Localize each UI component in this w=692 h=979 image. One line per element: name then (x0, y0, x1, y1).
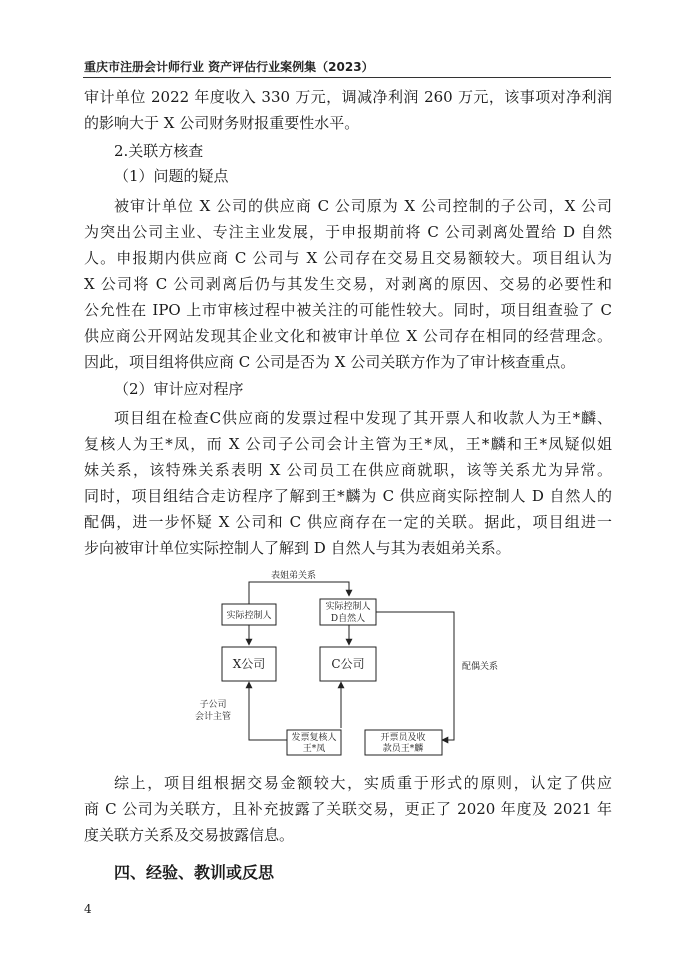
label-sub-line1: 子公司 (199, 700, 227, 710)
accountant-x-arrow (249, 682, 287, 740)
d-controller-line2: D自然人 (330, 614, 366, 624)
box-x-company (222, 647, 276, 681)
text-line: 商 C 公司为关联方，且补充披露了关联交易，更正了 2020 年度及 2021 年 (84, 800, 612, 818)
text-line: 供应商公开网站发现其企业文化和被审计单位 X 公司存在相同的经营理念。 (84, 327, 612, 345)
text-line: 同时，项目组结合走访程序了解到王*麟为 C 供应商实际控制人 D 自然人的 (84, 487, 612, 505)
text-line: 因此，项目组将供应商 C 公司是否为 X 公司关联方作为了审计核查重点。 (84, 353, 576, 371)
running-header: 重庆市注册会计师行业 资产评估行业案例集（2023） (84, 60, 374, 74)
paragraph-procedures (84, 405, 612, 561)
heading-related-party-check: 2.关联方核查 (114, 142, 204, 160)
box-invoice-reviewer (287, 730, 341, 755)
label-spouse: 配偶关系 (462, 662, 499, 672)
text-line: 公允性在 IPO 上市审核过程中被关注的可能性较大。同时，项目组查验了 C (84, 301, 612, 319)
text-line: 项目组在检查C供应商的发票过程中发现了其开票人和收款人为王*麟、 (114, 409, 612, 427)
box-d-controller (320, 599, 376, 625)
text-line: 人。申报期内供应商 C 公司与 X 公司存在交易且交易额较大。项目组认为 (84, 249, 612, 267)
text-line: 配偶，进一步怀疑 X 公司和 C 供应商存在一定的关联。据此，项目组进一 (84, 513, 612, 531)
text-line: 度关联方关系及交易披露信息。 (84, 826, 295, 844)
box-invoice-issuer (365, 730, 442, 755)
header-rule (83, 77, 611, 78)
cousins-connector (249, 582, 349, 604)
heading-audit-procedures: （2）审计应对程序 (114, 380, 244, 398)
paragraph-doubts (84, 193, 612, 375)
issuer-line1: 开票员及收 (380, 733, 426, 743)
heading-doubts: （1）问题的疑点 (114, 167, 229, 185)
text-line: 审计单位 2022 年度收入 330 万元，调减净利润 260 万元，该事项对净利润 (84, 88, 612, 106)
text-line: X 公司将 C 公司剥离后仍与其发生交易，对剥离的原因、交易的必要性和 (84, 275, 612, 293)
text-line: 被审计单位 X 公司的供应商 C 公司原为 X 公司控制的子公司，X 公司 (114, 197, 612, 215)
label-sub-line2: 会计主管 (194, 712, 232, 722)
page-number: 4 (84, 902, 92, 916)
actual-controller-text: 实际控制人 (226, 611, 272, 621)
label-cousins: 表姐弟关系 (271, 571, 317, 581)
text-line: 的影响大于 X 公司财务财报重要性水平。 (84, 114, 360, 132)
paragraph-conclusion (84, 770, 612, 848)
text-line: 步向被审计单位实际控制人了解到 D 自然人与其为表姐弟关系。 (84, 539, 511, 557)
section-heading-lessons: 四、经验、教训或反思 (114, 863, 275, 882)
text-line: 妹关系，该特殊关系表明 X 公司员工在供应商就职，该等关系尤为异常。 (84, 461, 612, 479)
reviewer-line1: 发票复核人 (291, 733, 337, 743)
reviewer-line2: 王*凤 (302, 744, 326, 754)
text-line: 为突出公司主业、专注主业发展，于申报期前将 C 公司剥离处置给 D 自然 (84, 223, 612, 241)
c-company-text: C公司 (331, 657, 365, 671)
spouse-connector (376, 612, 454, 740)
x-company-text: X公司 (232, 657, 266, 671)
text-line: 复核人为王*凤，而 X 公司子公司会计主管为王*凤，王*麟和王*凤疑似姐 (84, 435, 612, 453)
paragraph-intro (84, 84, 612, 136)
d-controller-line1: 实际控制人 (325, 602, 371, 612)
box-c-company (320, 647, 376, 681)
issuer-line2: 款员王*麟 (382, 744, 424, 754)
text-line: 综上，项目组根据交易金额较大，实质重于形式的原则，认定了供应 (114, 774, 612, 792)
box-actual-controller (222, 604, 276, 625)
